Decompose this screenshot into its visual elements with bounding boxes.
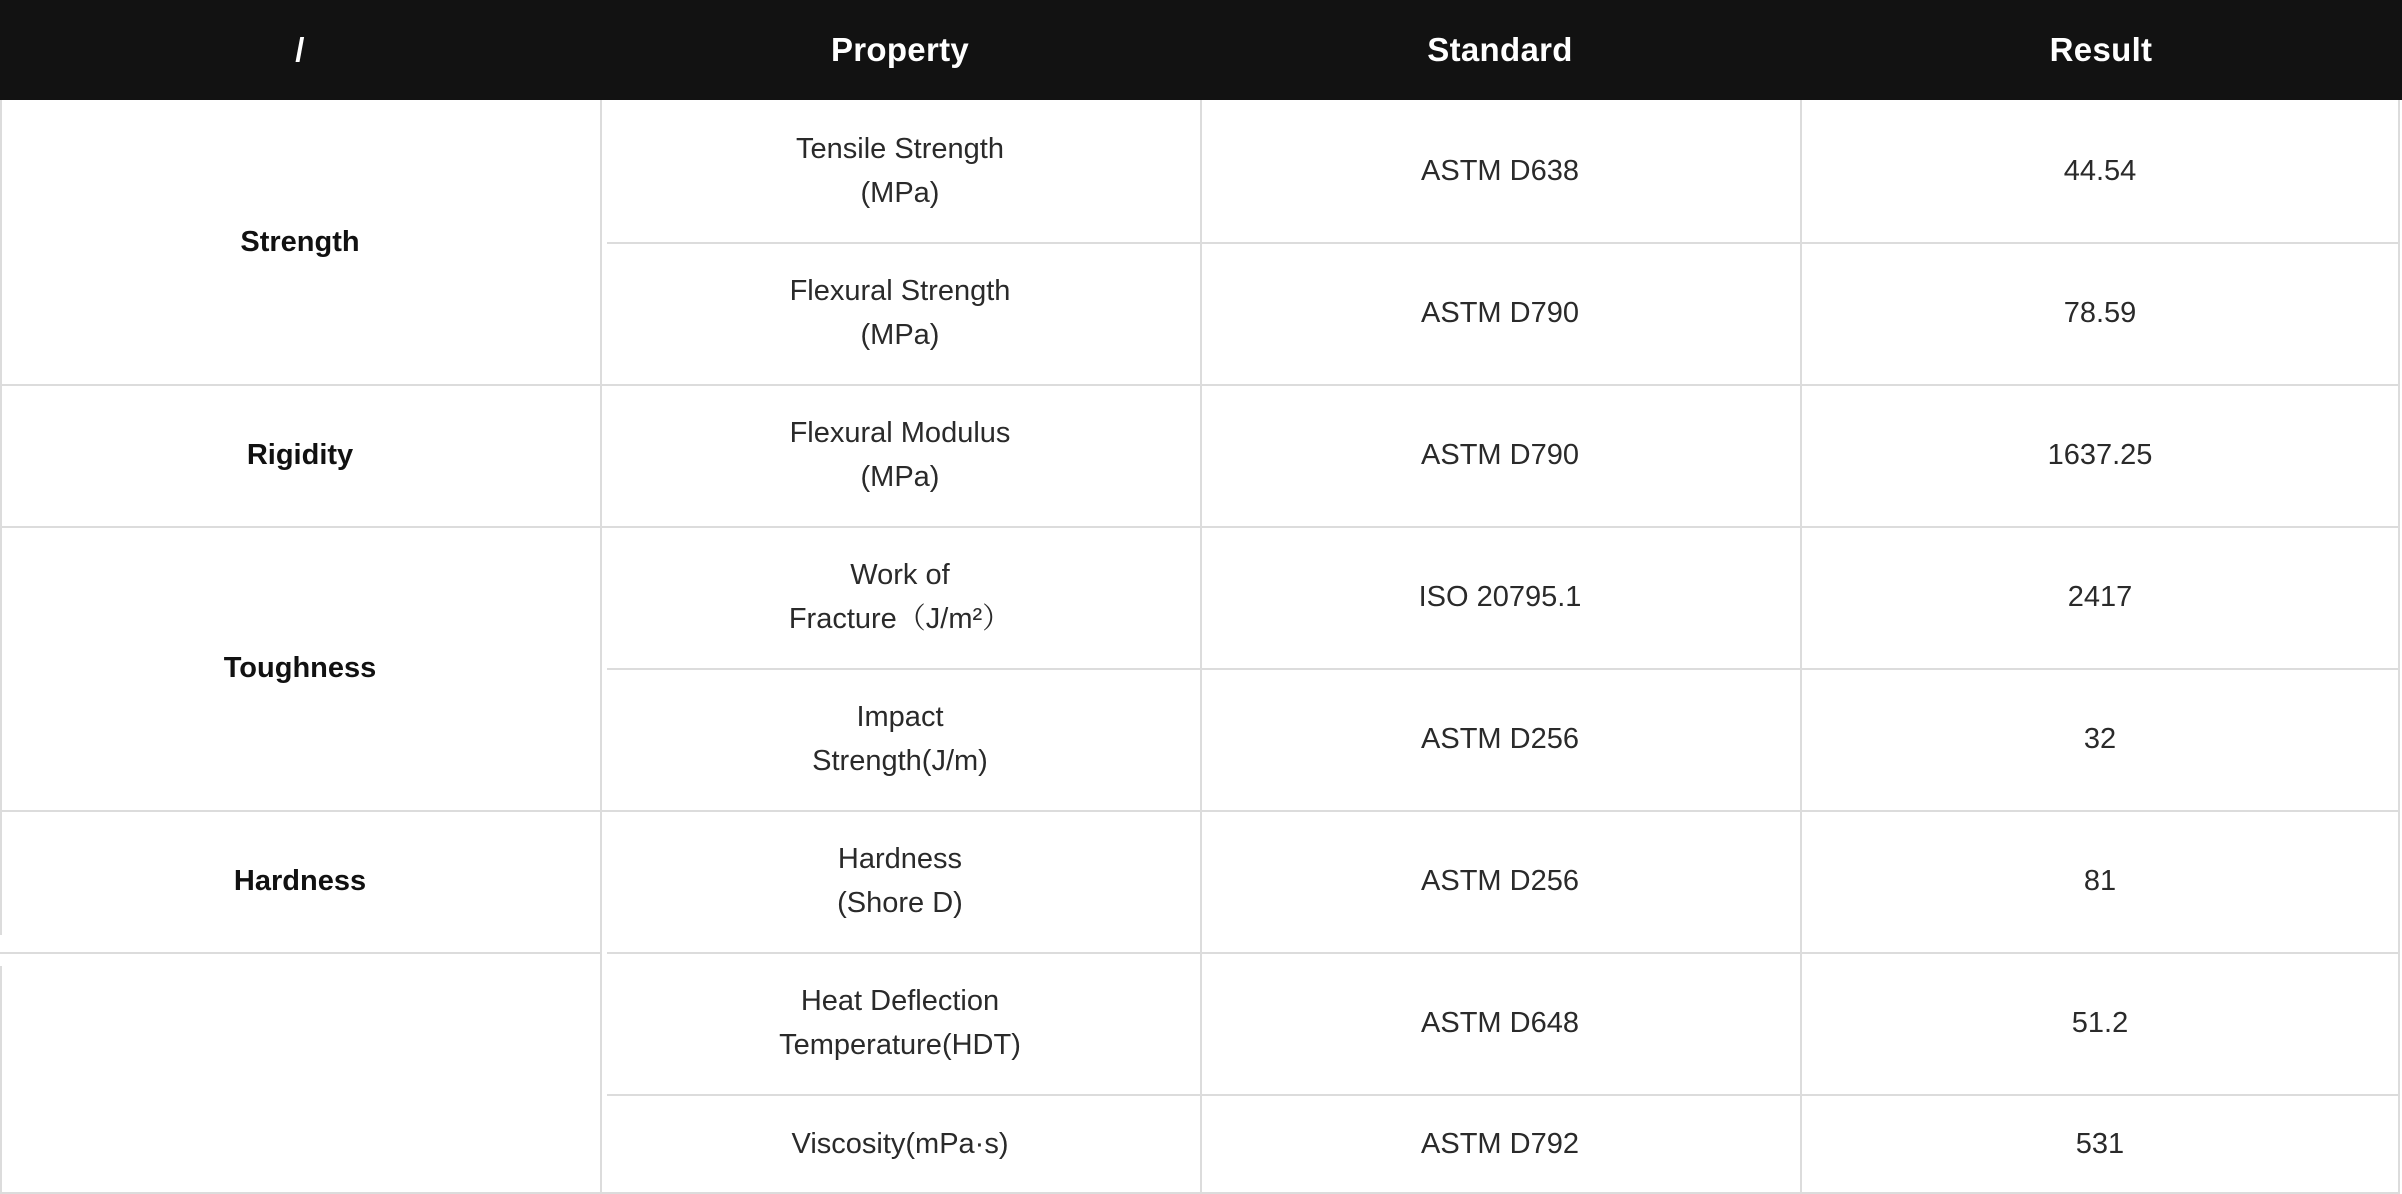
- grid-line: [607, 1094, 2400, 1096]
- cell-result: 81: [2083, 864, 2117, 897]
- cell-property: Flexural Modulus (MPa): [789, 417, 1011, 493]
- cell-property: Tensile Strength (MPa): [796, 133, 1004, 209]
- grid-line: [0, 526, 2400, 528]
- group-hardness: Hardness: [233, 864, 367, 897]
- cell-result: 32: [2083, 722, 2117, 755]
- grid-line: [600, 100, 602, 1194]
- grid-line: [1800, 100, 1802, 1194]
- grid-line: [607, 242, 2400, 244]
- header-group: /: [295, 31, 305, 68]
- cell-property: Hardness (Shore D): [837, 843, 963, 919]
- group-strength: Strength: [240, 225, 360, 258]
- cell-result: 531: [2075, 1127, 2125, 1160]
- grid-line: [0, 952, 600, 954]
- cell-property: Impact Strength(J/m): [812, 701, 988, 777]
- cell-result: 51.2: [2071, 1006, 2129, 1039]
- header-result: Result: [2049, 31, 2153, 68]
- grid-line: [2398, 100, 2400, 1194]
- cell-result: 44.54: [2063, 154, 2137, 187]
- cell-standard: ASTM D638: [1421, 154, 1579, 187]
- group-toughness: Toughness: [223, 651, 377, 684]
- header-property: Property: [830, 31, 970, 68]
- cell-result: 1637.25: [2047, 438, 2153, 471]
- cell-result: 78.59: [2063, 296, 2137, 329]
- cell-standard: ISO 20795.1: [1418, 580, 1582, 613]
- cell-property: Heat Deflection Temperature(HDT): [779, 985, 1021, 1061]
- grid-line: [0, 966, 2, 1194]
- header-standard: Standard: [1427, 31, 1573, 68]
- grid-line: [0, 384, 2400, 386]
- cell-property: Flexural Strength (MPa): [789, 275, 1011, 351]
- group-blank: [0, 952, 600, 1194]
- cell-standard: ASTM D792: [1421, 1127, 1579, 1160]
- cell-standard: ASTM D790: [1421, 438, 1579, 471]
- cell-standard: ASTM D790: [1421, 296, 1579, 329]
- group-rigidity: Rigidity: [246, 438, 354, 471]
- grid-line: [607, 952, 2400, 954]
- cell-property: Viscosity(mPa·s): [791, 1128, 1009, 1160]
- grid-line: [1200, 100, 1202, 1194]
- grid-line: [0, 810, 2400, 812]
- table-header: [0, 0, 2402, 100]
- table-body: [0, 100, 2402, 1194]
- cell-standard: ASTM D256: [1421, 722, 1579, 755]
- cell-standard: ASTM D648: [1421, 1006, 1579, 1039]
- grid-line: [607, 668, 2400, 670]
- cell-result: 2417: [2067, 580, 2133, 613]
- cell-standard: ASTM D256: [1421, 864, 1579, 897]
- cell-property: Work of Fracture（J/m²）: [788, 559, 1012, 635]
